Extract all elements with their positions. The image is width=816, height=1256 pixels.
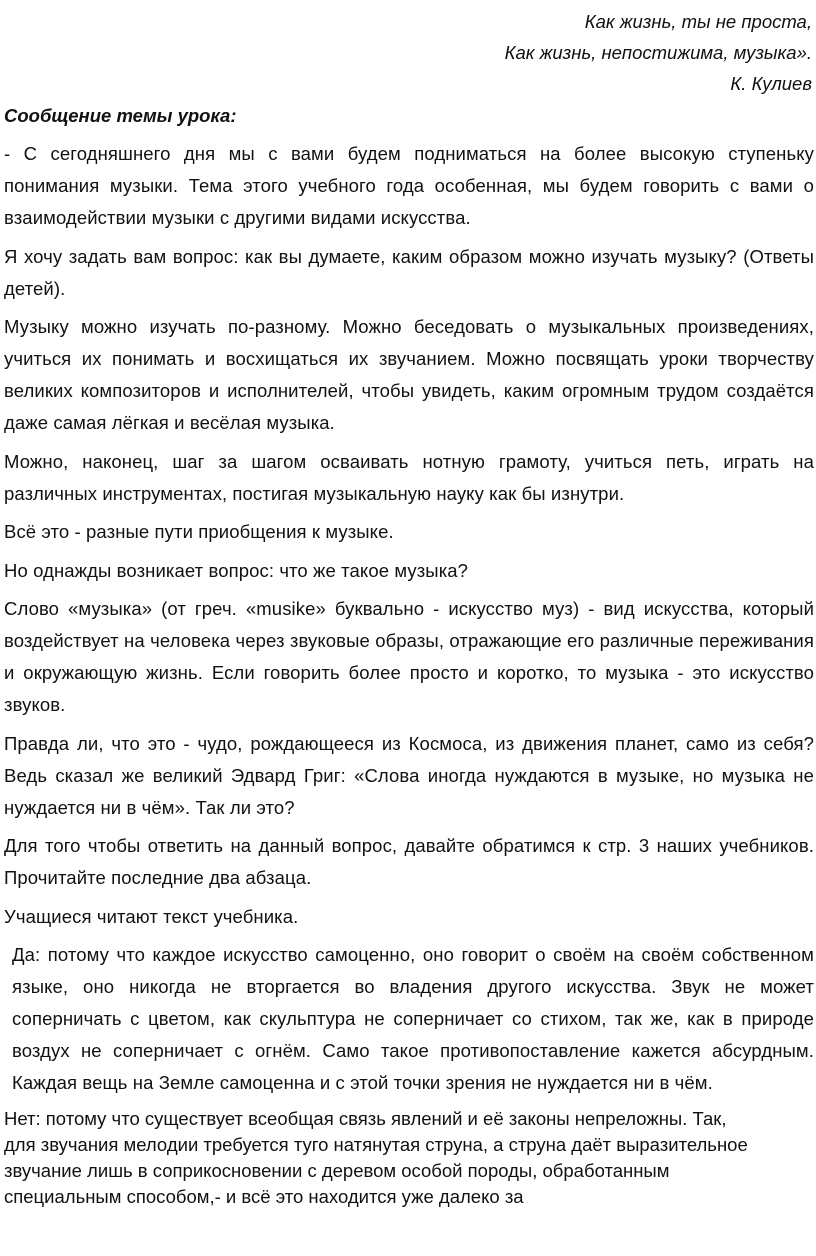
epigraph: [505, 6, 812, 99]
quote-no-line: звучание лишь в соприкосновении с деревом особой породы, обработанным: [4, 1159, 670, 1181]
paragraph-textbook: Для того чтобы ответить на данный вопрос, давайте обратимся к стр. 3 наших учебников. Прочитайте последние два абзаца.: [4, 835, 814, 888]
paragraph-what-is-music: Но однажды возникает вопрос: что же такое музыка?: [4, 559, 469, 581]
paragraph-quote-yes: Да: потому что каждое искусство самоценно, оно говорит о своём на своём собственном языке, оно никогда не вторгается во владения другого искусства. Звук не может соперничать с цветом, как скульптура не соперничает со стихом, так же, как в природе воздух не соперничает с огнём. Само такое противопоставление кажется абсурдным. Каждая вещь на Земле самоценна и с этой точки зрения не нуждается ни в чём.: [12, 944, 814, 1093]
paragraph-paths: Всё это - разные пути приобщения к музыке.: [4, 521, 394, 542]
paragraph-quote-no: [4, 1106, 814, 1210]
paragraph-students-read: Учащиеся читают текст учебника.: [4, 905, 299, 927]
document-body: [4, 138, 814, 1210]
epigraph-line-2: Как жизнь, непостижима, музыка».: [504, 42, 812, 63]
paragraph-ways-to-study: Музыку можно изучать по-разному. Можно беседовать о музыкальных произведениях, учиться их понимать и восхищаться их звучанием. Можно посвящать уроки творчеству великих композиторов и исполнителей, чтобы увидеть, каким огромным трудом создаётся даже самая лёгкая и весёлая музыка.: [4, 316, 814, 433]
paragraph-grieg: Правда ли, что это - чудо, рождающееся из Космоса, из движения планет, само из себя? Ведь сказал же великий Эдвард Григ: «Слова иногда нуждаются в музыке, но музыка не нуждается ни в чём». Так ли это?: [4, 732, 814, 818]
paragraph-intro: - С сегодняшнего дня мы с вами будем подниматься на более высокую ступеньку понимания музыки. Тема этого учебного года особенная, мы будем говорить с вами о взаимодействии музыки с другими видами искусства.: [4, 143, 814, 228]
quote-no-line: для звучания мелодии требуется туго натянутая струна, а струна даёт выразительное: [4, 1133, 748, 1155]
paragraph-notation: Можно, наконец, шаг за шагом осваивать нотную грамоту, учиться петь, играть на различных инструментах, постигая музыкальную науку как бы изнутри.: [4, 450, 814, 504]
paragraph-question: Я хочу задать вам вопрос: как вы думаете, каким образом можно изучать музыку? (Ответы детей).: [4, 245, 814, 299]
epigraph-author: К. Кулиев: [730, 73, 812, 94]
epigraph-line-1: Как жизнь, ты не проста,: [584, 11, 812, 32]
quote-no-line: специальным способом,- и всё это находится уже далеко за: [4, 1185, 524, 1207]
section-title: Сообщение темы урока:: [4, 105, 237, 126]
quote-no-line: Нет: потому что существует всеобщая связь явлений и её законы непреложны. Так,: [4, 1107, 727, 1129]
paragraph-definition: Слово «музыка» (от греч. «musike» буквально - искусство муз) - вид искусства, который воздействует на человека через звуковые образы, отражающие его различные переживания и окружающую жизнь. Если говорить более просто и коротко, то музыка - это искусство звуков.: [4, 598, 814, 715]
